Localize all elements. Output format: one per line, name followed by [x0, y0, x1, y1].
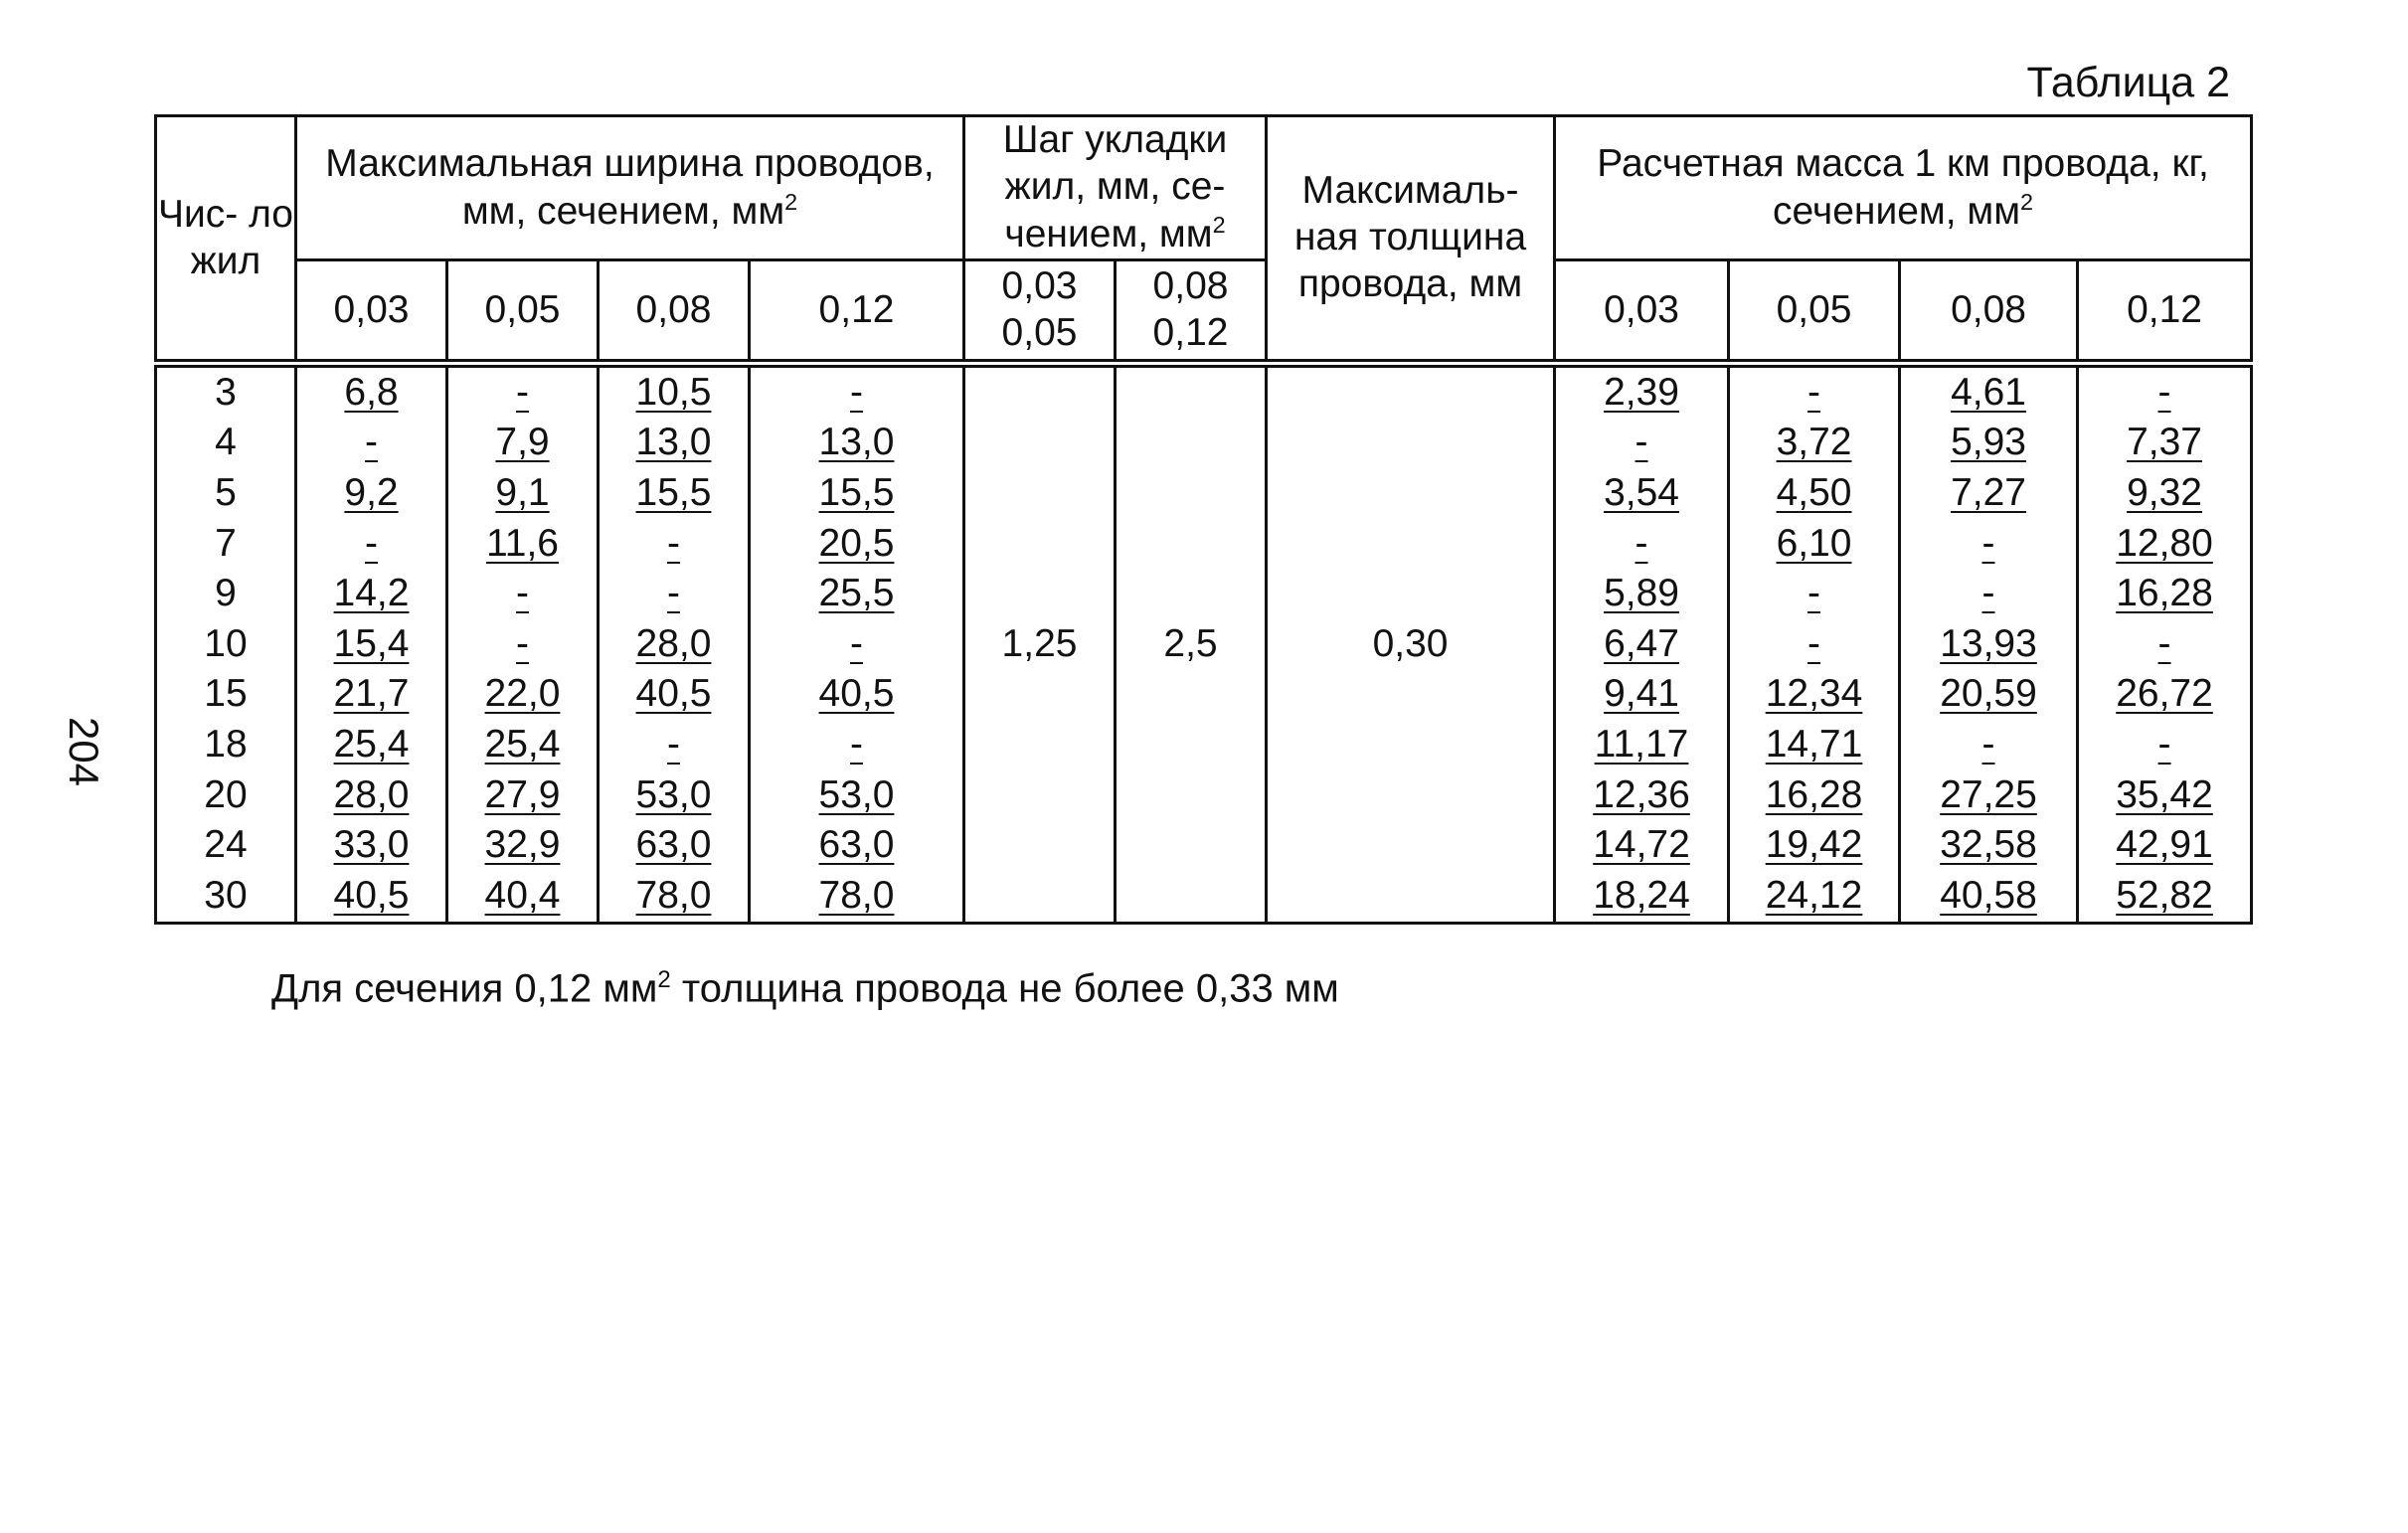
mass-cell: 12,80: [2078, 519, 2252, 570]
mass-cell: 13,93: [1900, 619, 2078, 670]
mass-cell: 5,93: [1900, 419, 2078, 469]
mass-cell: 3,54: [1555, 468, 1729, 519]
header-max-width-sup: 2: [784, 188, 798, 215]
mass-section-header: 0,12: [2078, 260, 2252, 364]
width-cell: 25,4: [447, 720, 599, 770]
mass-section-header: 0,08: [1900, 260, 2078, 364]
lay-step-b-cell: 2,5: [1116, 364, 1267, 924]
mass-cell: -: [2078, 619, 2252, 670]
width-cell: -: [447, 569, 599, 619]
header-max-width: [296, 116, 964, 260]
width-cell: 63,0: [750, 820, 964, 871]
width-cell: -: [447, 364, 599, 419]
mass-cell: -: [2078, 720, 2252, 770]
mass-cell: 9,41: [1555, 670, 1729, 721]
table-caption: Таблица 2: [2026, 59, 2230, 106]
cores-cell: 10: [156, 619, 296, 670]
width-cell: 78,0: [599, 871, 750, 923]
width-cell: 25,4: [296, 720, 447, 770]
mass-cell: -: [1900, 519, 2078, 570]
mass-cell: 26,72: [2078, 670, 2252, 721]
width-cell: 53,0: [599, 770, 750, 821]
mass-cell: 14,71: [1729, 720, 1900, 770]
width-cell: -: [296, 419, 447, 469]
header-row-2: [156, 260, 2252, 364]
width-cell: 28,0: [599, 619, 750, 670]
mass-section-header: 0,05: [1729, 260, 1900, 364]
width-cell: 78,0: [750, 871, 964, 923]
mass-cell: 2,39: [1555, 364, 1729, 419]
mass-cell: 9,32: [2078, 468, 2252, 519]
mass-cell: 7,27: [1900, 468, 2078, 519]
width-cell: 21,7: [296, 670, 447, 721]
step-section-header: 0,03 0,05: [964, 260, 1116, 364]
cores-cell: 7: [156, 519, 296, 570]
cores-cell: 3: [156, 364, 296, 419]
width-cell: 11,6: [447, 519, 599, 570]
footnote: [271, 966, 1339, 1011]
mass-cell: -: [1900, 720, 2078, 770]
cores-cell: 4: [156, 419, 296, 469]
cores-cell: 30: [156, 871, 296, 923]
mass-cell: 6,47: [1555, 619, 1729, 670]
width-section-header: 0,03: [296, 260, 447, 364]
width-cell: -: [599, 569, 750, 619]
width-cell: -: [750, 720, 964, 770]
header-row-1: [156, 116, 2252, 260]
header-lay-step: [964, 116, 1267, 260]
mass-cell: 12,36: [1555, 770, 1729, 821]
mass-cell: 3,72: [1729, 419, 1900, 469]
width-cell: 32,9: [447, 820, 599, 871]
mass-cell: 35,42: [2078, 770, 2252, 821]
width-section-header: 0,12: [750, 260, 964, 364]
mass-cell: 19,42: [1729, 820, 1900, 871]
max-thickness-cell: 0,30: [1267, 364, 1555, 924]
cores-cell: 20: [156, 770, 296, 821]
cores-cell: 9: [156, 569, 296, 619]
mass-cell: -: [1555, 419, 1729, 469]
width-section-header: 0,08: [599, 260, 750, 364]
lay-step-a-cell: 1,25: [964, 364, 1116, 924]
width-cell: -: [750, 364, 964, 419]
width-section-header: 0,05: [447, 260, 599, 364]
cores-cell: 5: [156, 468, 296, 519]
mass-cell: 12,34: [1729, 670, 1900, 721]
mass-section-header: 0,03: [1555, 260, 1729, 364]
mass-cell: 32,58: [1900, 820, 2078, 871]
step-section-header: 0,08 0,12: [1116, 260, 1267, 364]
header-mass-text: Расчетная масса 1 км провода, кг, сечением, мм: [1597, 141, 2209, 233]
table-row: [156, 364, 2252, 419]
width-cell: -: [750, 619, 964, 670]
header-mass: [1555, 116, 2252, 260]
header-mass-sup: 2: [2020, 188, 2034, 215]
mass-cell: -: [1729, 619, 1900, 670]
cores-cell: 15: [156, 670, 296, 721]
width-cell: 40,5: [750, 670, 964, 721]
wire-data-table: [154, 114, 2253, 925]
width-cell: -: [599, 720, 750, 770]
width-cell: 7,9: [447, 419, 599, 469]
mass-cell: 42,91: [2078, 820, 2252, 871]
width-cell: -: [447, 619, 599, 670]
page-number: 204: [61, 716, 107, 787]
width-cell: 13,0: [599, 419, 750, 469]
width-cell: 6,8: [296, 364, 447, 419]
width-cell: 9,1: [447, 468, 599, 519]
width-cell: 15,5: [599, 468, 750, 519]
width-cell: 14,2: [296, 569, 447, 619]
table-body: [156, 364, 2252, 924]
mass-cell: 27,25: [1900, 770, 2078, 821]
width-cell: 28,0: [296, 770, 447, 821]
mass-cell: 14,72: [1555, 820, 1729, 871]
mass-cell: 7,37: [2078, 419, 2252, 469]
mass-cell: -: [1729, 569, 1900, 619]
header-lay-step-text: Шаг укладки жил, мм, се- чением, мм: [1002, 118, 1228, 256]
width-cell: 10,5: [599, 364, 750, 419]
footnote-text-start: Для сечения 0,12 мм: [271, 966, 658, 1011]
width-cell: 27,9: [447, 770, 599, 821]
width-cell: -: [296, 519, 447, 570]
mass-cell: -: [2078, 364, 2252, 419]
width-cell: -: [599, 519, 750, 570]
mass-cell: 6,10: [1729, 519, 1900, 570]
mass-cell: -: [1900, 569, 2078, 619]
width-cell: 33,0: [296, 820, 447, 871]
header-max-thickness: Максималь- ная толщина провода, мм: [1267, 116, 1555, 364]
mass-cell: 16,28: [2078, 569, 2252, 619]
width-cell: 15,5: [750, 468, 964, 519]
width-cell: 20,5: [750, 519, 964, 570]
mass-cell: 18,24: [1555, 871, 1729, 923]
mass-cell: 52,82: [2078, 871, 2252, 923]
mass-cell: -: [1729, 364, 1900, 419]
mass-cell: 4,50: [1729, 468, 1900, 519]
width-cell: 40,4: [447, 871, 599, 923]
header-cores: Чис- ло жил: [156, 116, 296, 364]
cores-cell: 18: [156, 720, 296, 770]
width-cell: 22,0: [447, 670, 599, 721]
mass-cell: 40,58: [1900, 871, 2078, 923]
width-cell: 40,5: [599, 670, 750, 721]
width-cell: 25,5: [750, 569, 964, 619]
footnote-sup: 2: [657, 966, 671, 993]
mass-cell: 20,59: [1900, 670, 2078, 721]
width-cell: 9,2: [296, 468, 447, 519]
header-lay-step-sup: 2: [1212, 211, 1226, 238]
footnote-text-end: толщина провода не более 0,33 мм: [670, 966, 1339, 1011]
cores-cell: 24: [156, 820, 296, 871]
width-cell: 63,0: [599, 820, 750, 871]
header-max-width-text: Максимальная ширина проводов, мм, сечением, мм: [325, 141, 935, 233]
mass-cell: 5,89: [1555, 569, 1729, 619]
mass-cell: 11,17: [1555, 720, 1729, 770]
mass-cell: 24,12: [1729, 871, 1900, 923]
width-cell: 40,5: [296, 871, 447, 923]
width-cell: 53,0: [750, 770, 964, 821]
mass-cell: 4,61: [1900, 364, 2078, 419]
width-cell: 13,0: [750, 419, 964, 469]
width-cell: 15,4: [296, 619, 447, 670]
mass-cell: 16,28: [1729, 770, 1900, 821]
mass-cell: -: [1555, 519, 1729, 570]
